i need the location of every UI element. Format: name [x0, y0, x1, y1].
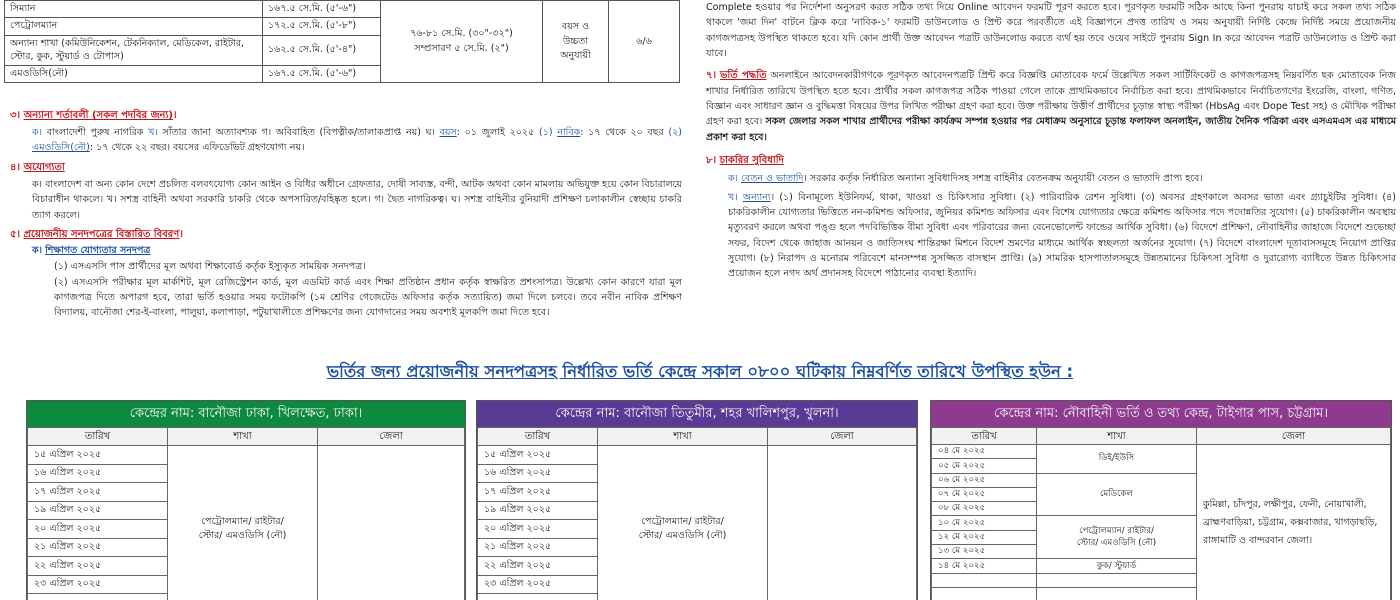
date-cell: ২০ এপ্রিল ২০২৫ [478, 520, 598, 539]
salary-label: বেতন ও ভাতাদি [741, 173, 804, 185]
district-header: জেলা [318, 428, 465, 446]
branch-cell [1037, 587, 1197, 600]
branch-cell [1037, 573, 1197, 587]
date-cell: ১৩ মে ২০২৫ [932, 545, 1037, 559]
center-title: কেন্দ্রের নাম: বানৌজা ঢাকা, খিলক্ষেত, ঢাকা। [27, 401, 465, 427]
table-header-row [478, 428, 917, 446]
table-row [28, 446, 465, 465]
sailor-age: : ১৭ থেকে ২০ [580, 127, 643, 138]
center-title: কেন্দ্রের নাম: নৌবাহিনী ভর্তি ও তথ্য কেন্দ্র, টাইগার পাস, চট্টগ্রাম। [931, 401, 1391, 427]
date-cell [478, 594, 598, 600]
item-marker: খ। [728, 191, 738, 203]
chest-expansion: সম্প্রসারণ ৫ সে.মি. (২") [414, 42, 509, 54]
date-cell: ১৭ এপ্রিল ২০২৫ [28, 483, 168, 502]
center-dhaka [26, 400, 466, 600]
date-cell: ১৪ মে ২০২৫ [932, 559, 1037, 573]
section-number: ৪। [10, 161, 21, 173]
branch-cell: সিম্যান [5, 1, 263, 18]
branch-cell [168, 446, 318, 600]
item-marker: (২) [668, 127, 682, 138]
section-7-body: অনলাইনে আবেদনকারীগণকে পূরণকৃত আবেদনপত্রটি প্রিন্ট করে বিজ্ঞপ্তি মোতাবেক ফর্মে উল্লেখিত সকল সার্টিফিকেট ও কাগজপত্রসহ নিম্নবর্ণিত ছক মোতাবেক নিজ শাখার নির্ধারিত তারিখে উপস্থিত হতে হবে। প্রার্থীর সকল কাগজপত্র সঠিক পাওয়া গেলে তাকে প্রাথমিকভাবে নির্বাচিত করা হবে। প্রাথমিকভাবে নির্বাচিতগণের ইংরেজি, বাংলা, গণিত, বিজ্ঞান এবং সাধারণ জ্ঞান ও বুদ্ধিমত্তা বিষয়ের উপর লিখিত পরীক্ষা গ্রহণ করা হবে। উক্ত পরীক্ষায় উত্তীর্ণ প্রার্থীদের চূড়ান্ত স্বাস্থ্য পরীক্ষা (HbsAg এবং Dope Test সহ) ও মৌখিক পরীক্ষা গ্রহণ করা হবে। [706, 69, 1396, 128]
certificate-item-2: (২) এসএসসি পরীক্ষার মূল মার্কশিট, মূল রেজিস্ট্রেশন কার্ড, মূল এডমিট কার্ড এবং শিক্ষা প্রতিষ্ঠান প্রধান কর্তৃক স্বাক্ষরিত প্রশংসাপত্র। উল্লেখ্য কোন কারণে যারা মূল কাগজপত্র দিতে অপারগ হবে, তারা ভর্তি হওয়ার সময় ফটোকপি (১ম শ্রেণির গেজেটেড অফিসার কর্তৃক সত্যায়িত) জমা দিলে চলবে। তবে নবীন নাবিক প্রশিক্ষণ বিদ্যালয়, বানৌজা শের-ই-বাংলা, পালুয়া, কলাপাড়া, পটুয়াখালীতে প্রশিক্ষণের জন্য যোগদানের সময় অবশ্যই মূলকপি জমা দিতে হবে। [54, 276, 682, 319]
date-cell: ০৪ মে ২০২৫ [932, 445, 1037, 459]
date-cell: ১৯ এপ্রিল ২০২৫ [478, 501, 598, 520]
date-cell: ২৩ এপ্রিল ২০২৫ [28, 575, 168, 594]
date-cell: ২২ এপ্রিল ২০২৫ [28, 557, 168, 576]
swimming-text: সাঁতার জানা অত্যাবশ্যক গ। অবিবাহিত (বিপত্নীক/তালাকপ্রাপ্ত নয়) ঘ। [162, 127, 435, 138]
branch-line: পেট্রোলম্যান/ রাইটার/ [1079, 525, 1154, 536]
section-4-body: ক। বাংলাদেশ বা অন্য কোন দেশে প্রচলিত বলবৎযোগ্য কোন আইন ও বিধির অধীনে গ্রেফতার, দোষী সাব্যস্ত, বন্দী, আটক অথবা কোন মামলায় অভিযুক্ত হয়ে কোন বিচারালয়ে বিচারাধীন থাকলে। খ। সশস্ত্র বাহিনী অথবা সরকারি চাকরি থেকে অপসারিত/বহিষ্কৃত হলে। গ। দ্বৈত নাগরিকত্ব। ঘ। সশস্ত্র বাহিনীর বুনিয়াদী প্রশিক্ষণ চলাকালীন স্বেচ্ছায় চাকরি ত্যাগ করলে। [32, 178, 682, 221]
section-title-end: । [172, 110, 177, 121]
district-header: জেলা [1197, 428, 1391, 445]
date-cell: ১০ মে ২০২৫ [932, 516, 1037, 530]
height-cell: ১৬৭.৫ সে.মি. (৫'-৬") [263, 66, 381, 83]
date-cell: ২১ এপ্রিল ২০২৫ [28, 538, 168, 557]
section-number: ৭। [706, 69, 717, 81]
branch-header: শাখা [598, 428, 768, 446]
section-4-heading [10, 160, 682, 175]
center-chattogram [930, 400, 1392, 600]
date-cell: ১৫ এপ্রিল ২০২৫ [28, 446, 168, 465]
date-cell: ০৫ মে ২০২৫ [932, 459, 1037, 473]
branch-cell: মেডিকেল [1037, 473, 1197, 516]
physical-requirements-table [4, 0, 680, 83]
date-cell: ০৮ মে ২০২৫ [932, 502, 1037, 516]
right-column [706, 0, 1396, 282]
year-word: বছর [647, 127, 664, 138]
district-header: জেলা [768, 428, 917, 446]
branch-cell [598, 446, 768, 600]
date-header: তারিখ [932, 428, 1037, 445]
section-3-heading [10, 108, 682, 123]
certificate-item-1: (১) এসএসসি পাস প্রার্থীদের মূল অথবা শিক্ষাবোর্ড কর্তৃক ইস্যুকৃত সাময়িক সনদপত্র। [54, 261, 366, 273]
branch-line: স্টোর/ এমওডিসি (নৌ) [1076, 538, 1157, 549]
section-title: ভর্তি পদ্ধতি [719, 69, 767, 81]
table-row [932, 445, 1391, 459]
table-row [5, 1, 680, 18]
section-title-end: । [179, 228, 183, 240]
eyesight-cell: ৬/৬ [609, 1, 680, 83]
schedule-table [931, 427, 1391, 600]
section-7 [706, 68, 1396, 146]
age-date: : ০১ জুলাই ২০২৫ [456, 127, 535, 138]
section-title: চাকরির সুবিধাদি [719, 155, 784, 167]
date-cell: ১৬ এপ্রিল ২০২৫ [478, 464, 598, 483]
weight-cell: বয়স ও উচ্চতা অনুযায়ী [543, 1, 609, 83]
other-benefits-label: অন্যান্য [742, 191, 771, 203]
branch-cell: কুক/ স্টুয়ার্ড [1037, 559, 1197, 573]
item-marker: ক। [728, 173, 739, 185]
date-header: তারিখ [478, 428, 598, 446]
date-cell: ১৭ এপ্রিল ২০২৫ [478, 483, 598, 502]
height-cell: ১৭২.৫ সে.মি. (৫'-৮") [263, 18, 381, 35]
district-cell [318, 446, 465, 600]
height-cell: ১৬২.৫ সে.মি. (৫'-৪") [263, 35, 381, 66]
branch-line: স্টোর/ এমওডিসি (নৌ) [638, 529, 727, 541]
attendance-banner: ভর্তির জন্য প্রয়োজনীয় সনদপত্রসহ নির্ধারিত ভর্তি কেন্দ্রে সকাল ০৮০০ ঘটিকায় নিম্নবর্ণিত তারিখে উপস্থিত হউন : [326, 362, 1074, 381]
date-cell [28, 594, 168, 600]
date-cell: ১২ মে ২০২৫ [932, 530, 1037, 544]
section-number: ৩। [10, 110, 21, 121]
district-cell [768, 446, 917, 600]
branch-cell: পেট্রোলম্যান [5, 18, 263, 35]
branch-cell [1037, 516, 1197, 559]
section-5-heading [10, 227, 682, 242]
branch-header: শাখা [1037, 428, 1197, 445]
date-cell: ০৭ মে ২০২৫ [932, 487, 1037, 501]
branch-line: স্টোর/ এমওডিসি (নৌ) [198, 529, 287, 541]
item-marker: (১) [538, 127, 553, 138]
subsection-title: শিক্ষাগত যোগ্যতার সনদপত্র [45, 244, 151, 256]
branch-cell: এমওডিসি(নৌ) [5, 66, 263, 83]
left-column [10, 104, 682, 321]
branch-cell: অন্যান্য শাখা (কমিউনিকেশন, টেকনিক্যাল, মেডিকেল, রাইটার, স্টোর, কুক, স্টুয়ার্ড ও টোপাস) [5, 35, 263, 66]
section-8-b: খ। অন্যান্য। (১) বিনামূল্যে ইউনিফর্ম, থাকা, খাওয়া ও চিকিৎসার সুবিধা। (২) পারিবারিক রেশন সুবিধা। (৩) অবসর গ্রহণকালে অবসর ভাতা এবং গ্র্যাচুইটির সুবিধা। (৪) চাকরিকালীন যোগ্যতার ভিত্তিতে নন-কমিশন্ড অফিসার, জুনিয়র কমিশন্ড অফিসার এবং বিশেষ যোগ্যতার ক্ষেত্রে কমিশন্ড অফিসার পদে পদোন্নতির সুযোগ। (৫) চাকরিকালীন অবস্থায় মৃত্যুবরণ করলে অথবা পঙ্গু হলে পদবিভিত্তিক বীমা সুবিধা এবং পরিবারের জন্য বেনেভোলেন্ট ফান্ডের আর্থিক সুবিধা। (৬) বিদেশে প্রশিক্ষণ, নৌবাহিনীর জাহাজে বিদেশে শুভেচ্ছা সফর, বিদেশ থেকে জাহাজ আনয়ন ও জাতিসংঘ শান্তিরক্ষা মিশনে বিদেশ ভ্রমণের মাধ্যমে আর্থিক স্বচ্ছলতা অর্জনের সুযোগ। (৭) বিদেশে বাংলাদেশ দূতাবাসসমূহে নিয়োগ প্রাপ্তির সুযোগ। (৮) নিরাপদ ও মনোরম পরিবেশে মানসম্পন্ন সুসজ্জিত বাসস্থান প্রাপ্তি। (৯) সামরিক হাসপাতালসমূহে উন্নতমানের চিকিৎসা সুবিধা ও দুরারোগ্য ব্যাধিতে উন্নত চিকিৎসার প্রয়োজন হলে নগদ অর্থ প্রদানসহ বিদেশে পাঠানোর ব্যবস্থা ইত্যাদি। [728, 191, 1396, 280]
sailor-label: নাবিক [557, 127, 581, 138]
date-cell: ১৯ এপ্রিল ২০২৫ [28, 501, 168, 520]
branch-cell: ডিই/ইউসি [1037, 445, 1197, 474]
date-cell: ২২ এপ্রিল ২০২৫ [478, 557, 598, 576]
section-8-heading [706, 153, 1396, 168]
date-cell: ২৩ এপ্রিল ২০২৫ [478, 575, 598, 594]
online-application-text: Complete হওয়ার পর নির্দেশনা অনুসরণ করত সঠিক তথ্য দিয়ে Online আবেদন ফরমটি পূরণ করতে হবে। পূরণকৃত ফরমটি সঠিক আছে কিনা পুনরায় যাচাই করে সকল তথ্য সঠিক থাকলে 'জমা দিন' বাটনে ক্লিক করে 'নাবিক-১' ফরমটি ডাউনলোড ও প্রিন্ট করে পরবর্তীতে এই বিজ্ঞাপনে প্রদত্ত তারিখ ও সময় অনুযায়ী নির্দিষ্ট কেন্দ্রে নির্দিষ্ট সময়ে প্রয়োজনীয় কাগজপত্রসহ উপস্থিত থাকতে হবে। যদি কোন প্রার্থী উক্ত আবেদন পত্রটি ডাউনলোড করতে ব্যর্থ হয় তবে ওয়েব সাইটে পুনরায় Sign In করে আবেদন পত্রটি ডাউনলোড ও প্রিন্ট করা যাবে। [706, 2, 1396, 60]
date-cell [932, 587, 1037, 600]
schedule-table [27, 427, 465, 600]
section-7-result-text: সকল জেলার সকল শাখার প্রার্থীদের পরীক্ষা কার্যক্রম সম্পন্ন হওয়ার পর মেধাক্রম অনুসারে চূড়ান্ত ফলাফল অনলাইন, জাতীয় দৈনিক পত্রিকা এবং এসএমএস এর মাধ্যমে প্রকাশ করা হবে। [706, 116, 1396, 143]
branch-line: পেট্রোলম্যান/ রাইটার/ [641, 515, 724, 527]
date-cell: ০৬ মে ২০২৫ [932, 473, 1037, 487]
center-khulna [476, 400, 918, 600]
modc-label: এমওডিসি(নৌ) [32, 142, 90, 154]
section-title: অযোগ্যতা [23, 161, 65, 173]
table-header-row [28, 428, 465, 446]
item-marker: ক। [32, 244, 43, 256]
chest-cell [381, 1, 543, 83]
date-header: তারিখ [28, 428, 168, 446]
item-marker: খ। [148, 127, 158, 138]
section-number: ৫। [10, 228, 21, 240]
date-cell [932, 573, 1037, 587]
section-5-subheading [10, 244, 682, 258]
branch-header: শাখা [168, 428, 318, 446]
salary-text: সরকার কর্তৃক নির্ধারিত অন্যান্য সুবিধাদিসহ সশস্ত্র বাহিনীর বেতনক্রম অনুযায়ী বেতন ও ভাতাদি প্রাপ্য হবে। [809, 173, 1203, 185]
chest-range: ৭৬-৮১ সে.মি. (৩০"-৩২") [410, 28, 513, 40]
section-number: ৮। [706, 155, 717, 167]
branch-line: পেট্রোলম্যান/ রাইটার/ [201, 515, 284, 527]
citizenship-text: বাংলাদেশী পুরুষ নাগরিক [46, 127, 144, 138]
date-cell: ২১ এপ্রিল ২০২৫ [478, 538, 598, 557]
item-marker: ক। [32, 127, 43, 138]
date-cell: ১৬ এপ্রিল ২০২৫ [28, 464, 168, 483]
schedule-table [477, 427, 917, 600]
section-8-a: ক। বেতন ও ভাতাদি। সরকার কর্তৃক নির্ধারিত অন্যান্য সুবিধাদিসহ সশস্ত্র বাহিনীর বেতনক্রম অনুযায়ী বেতন ও ভাতাদি প্রাপ্য হবে। [728, 173, 1203, 185]
height-cell: ১৬৭.৫ সে.মি. (৫'-৬") [263, 1, 381, 18]
section-title: অন্যান্য শর্তাবলী (সকল পদবির জন্য) [23, 110, 173, 121]
modc-age: : ১৭ থেকে ২২ বছর। বয়সের এফিডেভিট গ্রহণযোগ্য নয়। [89, 142, 305, 154]
section-title: প্রয়োজনীয় সনদপত্রের বিস্তারিত বিবরণ [23, 228, 180, 240]
other-benefits-text: (১) বিনামূল্যে ইউনিফর্ম, থাকা, খাওয়া ও চিকিৎসার সুবিধা। (২) পারিবারিক রেশন সুবিধা। (৩) অবসর গ্রহণকালে অবসর ভাতা এবং গ্র্যাচুইটির সুবিধা। (৪) চাকরিকালীন যোগ্যতার ভিত্তিতে নন-কমিশন্ড অফিসার, জুনিয়র কমিশন্ড অফিসার এবং বিশেষ যোগ্যতার ক্ষেত্রে কমিশন্ড অফিসার পদে পদোন্নতির সুযোগ। (৫) চাকরিকালীন অবস্থায় মৃত্যুবরণ করলে অথবা পঙ্গু হলে পদবিভিত্তিক বীমা সুবিধা এবং পরিবারের জন্য বেনেভোলেন্ট ফান্ডের আর্থিক সুবিধা। (৬) বিদেশে প্রশিক্ষণ, নৌবাহিনীর জাহাজে বিদেশে শুভেচ্ছা সফর, বিদেশ থেকে জাহাজ আনয়ন ও জাতিসংঘ শান্তিরক্ষা মিশনে বিদেশ ভ্রমণের মাধ্যমে আর্থিক স্বচ্ছলতা অর্জনের সুযোগ। (৭) বিদেশে বাংলাদেশ দূতাবাসসমূহে নিয়োগ প্রাপ্তির সুযোগ। (৮) নিরাপদ ও মনোরম পরিবেশে মানসম্পন্ন সুসজ্জিত বাসস্থান প্রাপ্তি। (৯) সামরিক হাসপাতালসমূহে উন্নতমানের চিকিৎসা সুবিধা ও দুরারোগ্য ব্যাধিতে উন্নত চিকিৎসার প্রয়োজন হলে নগদ অর্থ প্রদানসহ বিদেশে পাঠানোর ব্যবস্থা ইত্যাদি। [728, 191, 1396, 280]
date-cell: ২০ এপ্রিল ২০২৫ [28, 520, 168, 539]
center-title: কেন্দ্রের নাম: বানৌজা তিতুমীর, শহর খালিশপুর, খুলনা। [477, 401, 917, 427]
district-cell: কুমিল্লা, চাঁদপুর, লক্ষীপুর, ফেনী, নোয়াখালী, ব্রাহ্মণবাড়িয়া, চট্টগ্রাম, কক্সবাজার, খাগড়াছড়ি, রাঙ্গামাটি ও বান্দরবান জেলা। [1197, 445, 1391, 600]
age-label: বয়স [439, 127, 457, 138]
table-header-row [932, 428, 1391, 445]
date-cell: ১৫ এপ্রিল ২০২৫ [478, 446, 598, 465]
table-row [478, 446, 917, 465]
section-3-body [10, 125, 682, 156]
